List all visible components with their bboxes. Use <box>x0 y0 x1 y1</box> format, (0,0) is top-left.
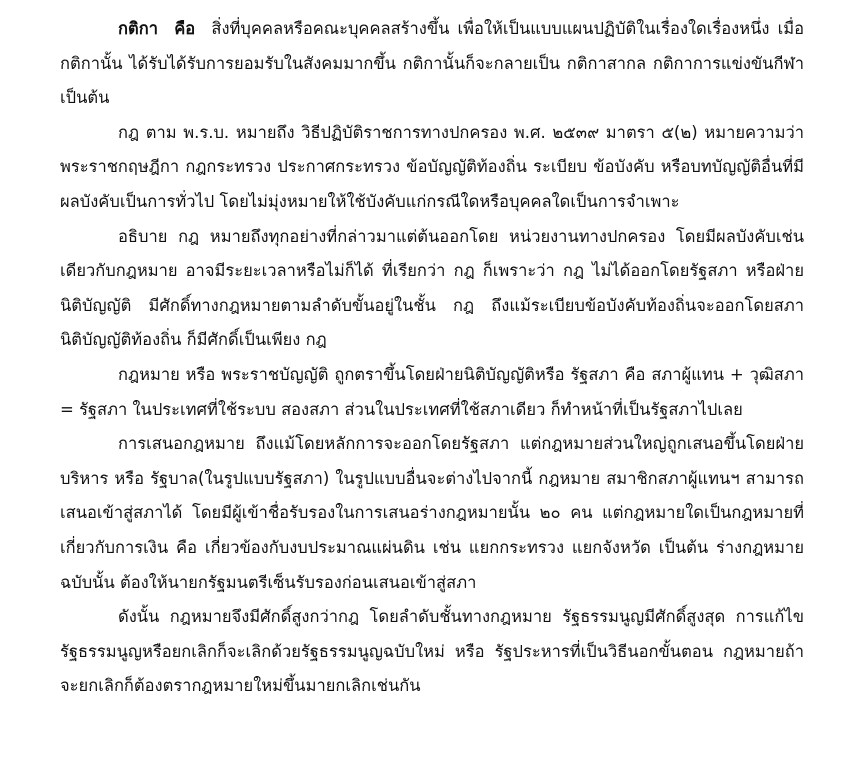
document-body <box>60 12 804 704</box>
term-rules: กติกา <box>118 19 158 38</box>
term-connector: คือ <box>174 19 196 38</box>
paragraph-explanation: อธิบาย กฎ หมายถึงทุกอย่างที่กล่าวมาแต่ต้นออกโดย หน่วยงานทางปกครอง โดยมีผลบังคับเช่นเดียวกับกฎหมาย อาจมีระยะเวลาหรือไม่ก็ได้ ที่เรียกว่า กฎ ก็เพราะว่า กฎ ไม่ได้ออกโดยรัฐสภา หรือฝ่ายนิติบัญญัติ มีศักดิ์ทางกฎหมายตามลำดับขั้นอยู่ในชั้น กฎ ถึงแม้ระเบียบข้อบังคับท้องถิ่นจะออกโดยสภานิติบัญญัติท้องถิ่น ก็มีศักดิ์เป็นเพียง กฎ <box>60 226 804 350</box>
paragraph-by-law-definition: กฎ ตาม พ.ร.บ. หมายถึง วิธีปฏิบัติราชการทางปกครอง พ.ศ. ๒๕๓๙ มาตรา ๕(๒) หมายความว่า พระราชกฤษฎีกา กฎกระทรวง ประกาศกระทรวง ข้อบัญญัติท้องถิ่น ระเบียบ ข้อบังคับ หรือบทบัญญัติอื่นที่มีผลบังคับเป็นการทั่วไป โดยไม่มุ่งหมายให้ใช้บังคับแก่กรณีใดหรือบุคคลใดเป็นการจำเพาะ <box>60 122 804 211</box>
paragraph-law-proposal: การเสนอกฎหมาย ถึงแม้โดยหลักการจะออกโดยรัฐสภา แต่กฎหมายส่วนใหญ่ถูกเสนอขึ้นโดยฝ่ายบริหาร หรือ รัฐบาล(ในรูปแบบรัฐสภา) ในรูปแบบอื่นจะต่างไปจากนี้ กฎหมาย สมาชิกสภาผู้แทนฯ สามารถเสนอเข้าสู่สภาได้ โดยมีผู้เข้าชื่อรับรองในการเสนอร่างกฎหมายนั้น ๒๐ คน แต่กฎหมายใดเป็นกฎหมายที่เกี่ยวกับการเงิน คือ เกี่ยวข้องกับงบประมาณแผ่นดิน เช่น แยกกระทรวง แยกจังหวัด เป็นต้น ร่างกฎหมายฉบับนั้น ต้องให้นายกรัฐมนตรีเซ็นรับรองก่อนเสนอเข้าสู่สภา <box>60 434 804 592</box>
paragraph-law-act: กฎหมาย หรือ พระราชบัญญัติ ถูกตราขึ้นโดยฝ่ายนิติบัญญัติหรือ รัฐสภา คือ สภาผู้แทน + วุฒิสภา = รัฐสภา ในประเทศที่ใช้ระบบ สองสภา ส่วนในประเทศที่ใช้สภาเดียว ก็ทำหน้าที่เป็นรัฐสภาไปเลย <box>60 364 804 419</box>
paragraph-conclusion: ดังนั้น กฎหมายจึงมีศักดิ์สูงกว่ากฎ โดยลำดับชั้นทางกฎหมาย รัฐธรรมนูญมีศักดิ์สูงสุด การแก้ไขรัฐธรรมนูญหรือยกเลิกก็จะเลิกด้วยรัฐธรรมนูญฉบับใหม่ หรือ รัฐประหารที่เป็นวิธีนอกขั้นตอน กฎหมายถ้าจะยกเลิกก็ต้องตรากฎหมายใหม่ขึ้นมายกเลิกเช่นกัน <box>60 607 804 696</box>
paragraph-text: สิ่งที่บุคคลหรือคณะบุคคลสร้างขึ้น เพื่อให้เป็นแบบแผนปฏิบัติในเรื่องใดเรื่องหนึ่ง เมื่อ กติกานั้น ได้รับได้รับการยอมรับในสังคมมากขึ้น กติกานั้นก็จะกลายเป็น กติกาสากล กติกาการแข่งขันกีฬาเป็นต้น <box>60 19 804 108</box>
paragraph-definition-rules <box>60 12 804 116</box>
